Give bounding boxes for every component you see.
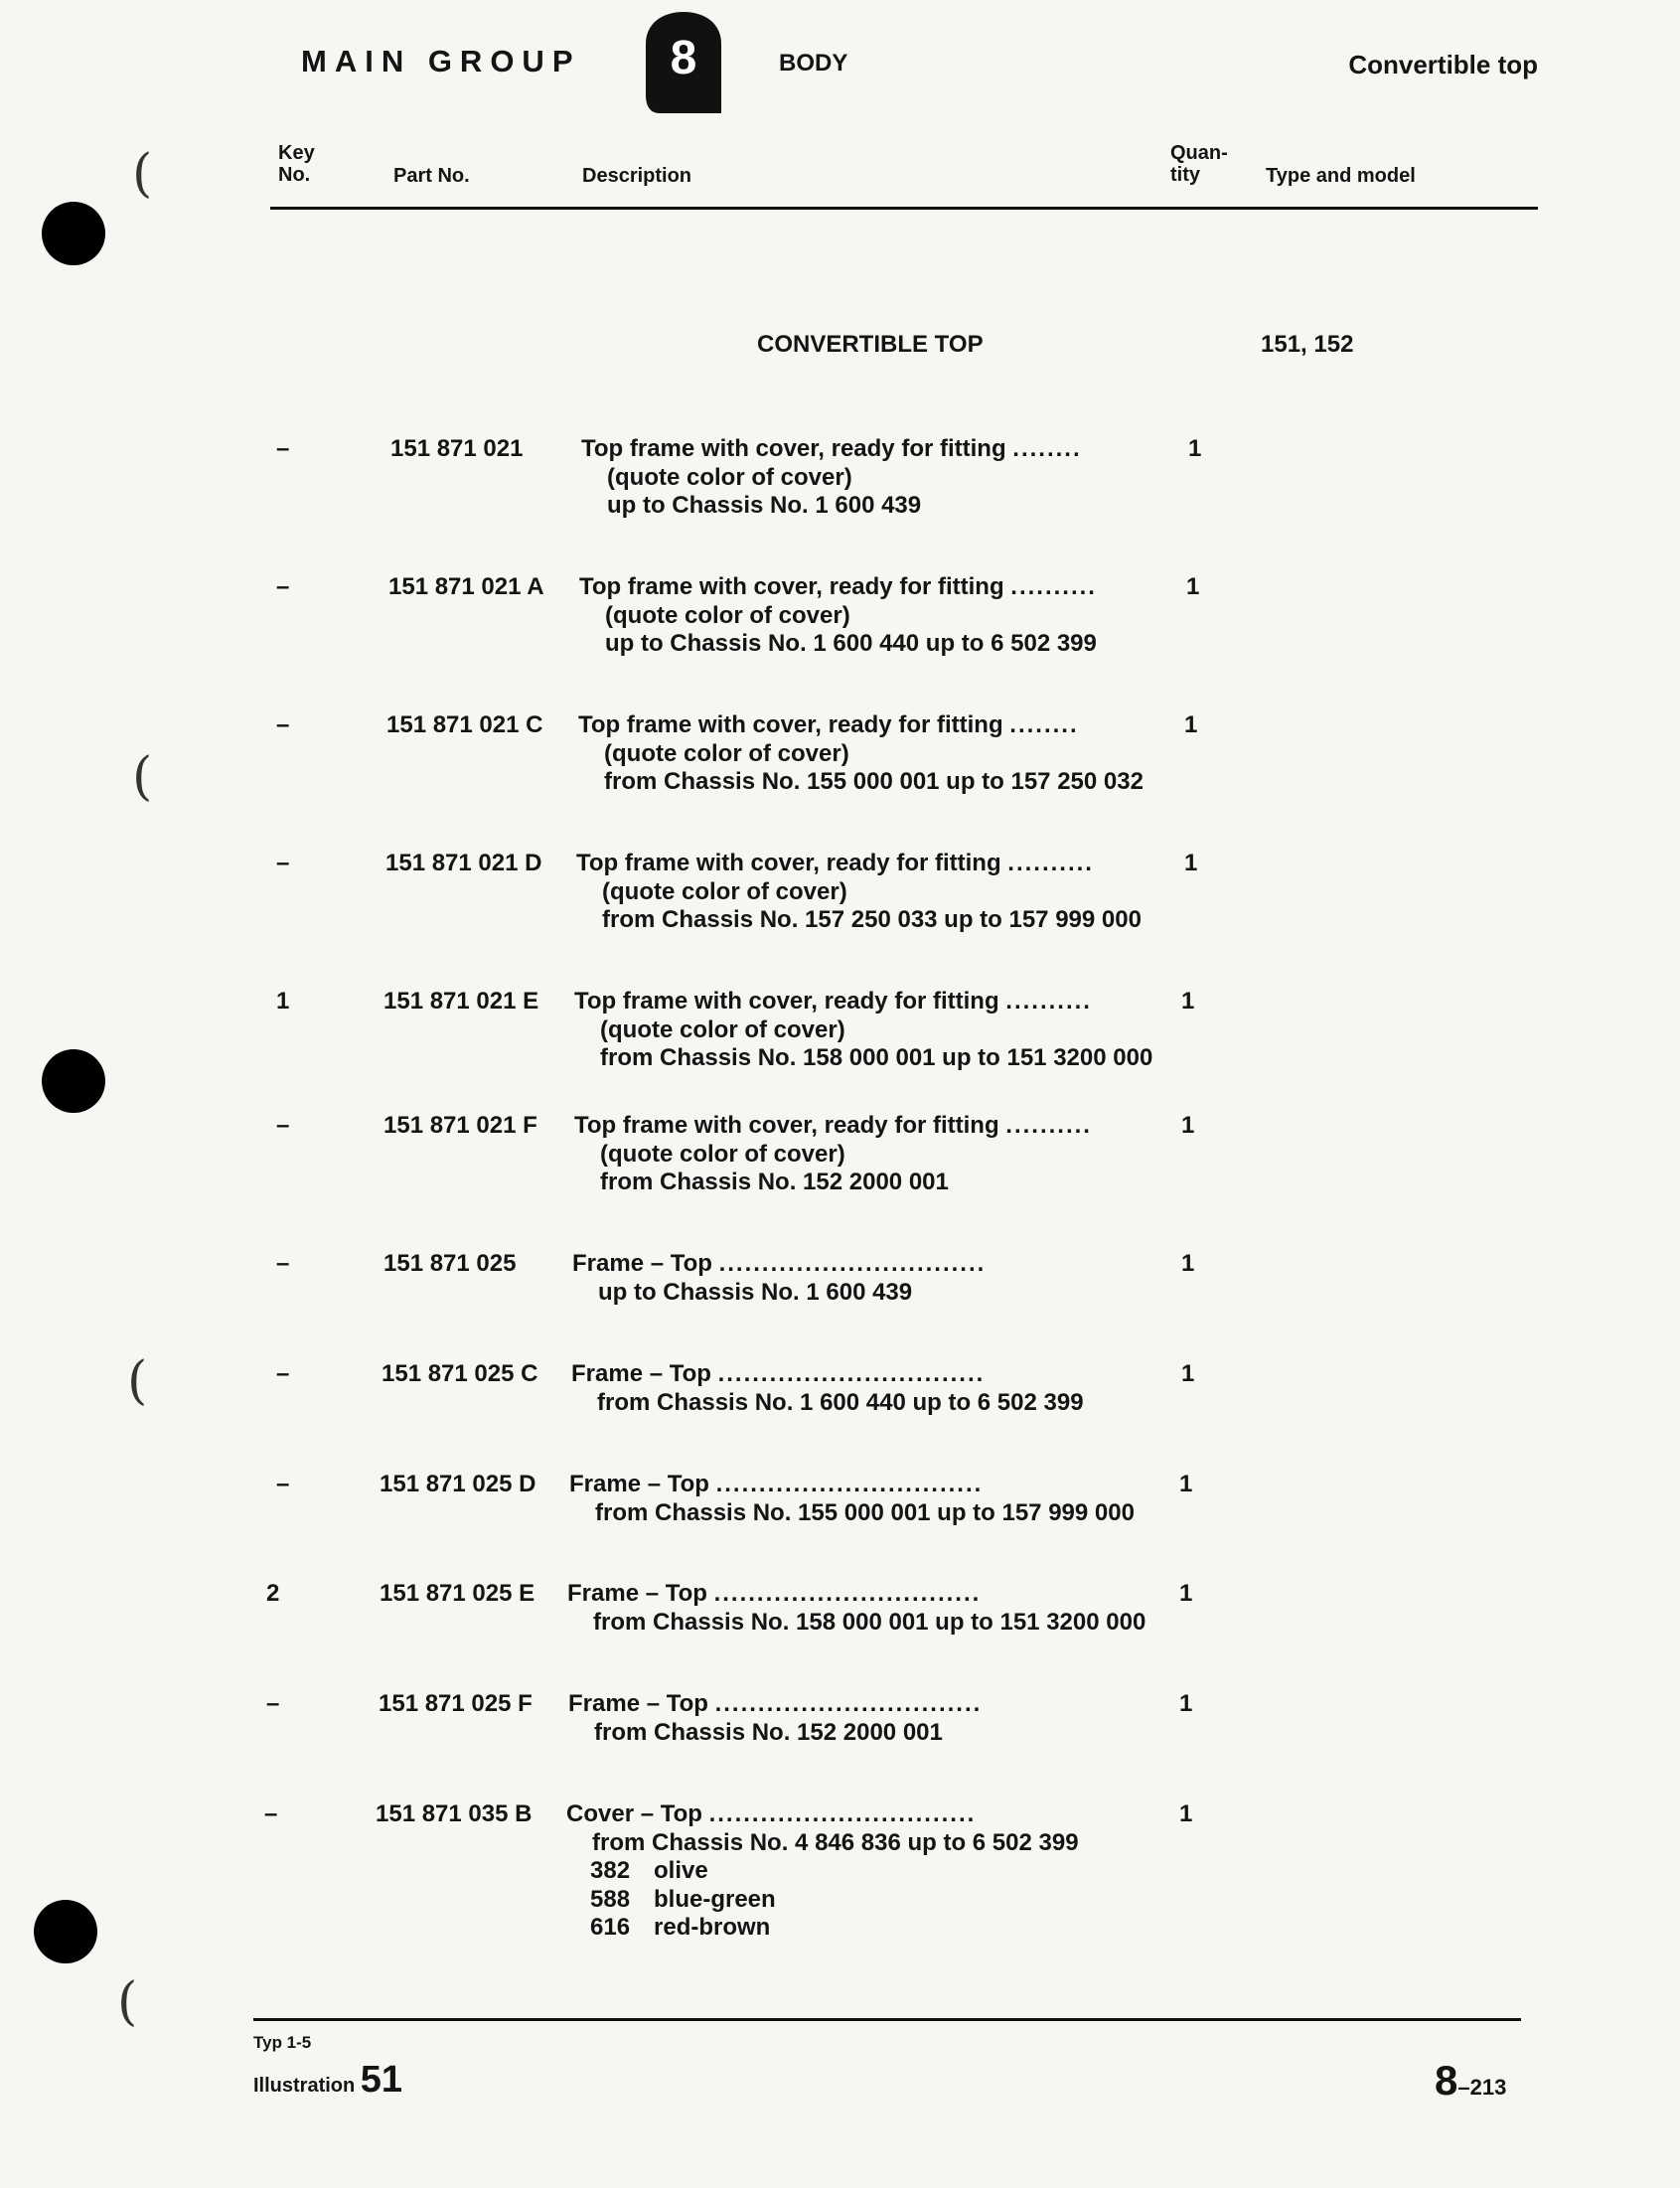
row-description: Top frame with cover, ready for fitting ........ (quote color of cover) up to Chassis No. 1 600 439	[581, 435, 1082, 519]
row-quantity: 1	[1181, 1112, 1195, 1139]
row-description: Top frame with cover, ready for fitting .......... (quote color of cover) from Chassis No. 152 2000 001	[574, 1112, 1092, 1195]
row-key: 2	[266, 1580, 280, 1607]
row-key: –	[264, 1800, 278, 1827]
row-description: Top frame with cover, ready for fitting .......... (quote color of cover) from Chassis No. 157 250 033 up to 157 999 000	[576, 850, 1142, 933]
row-part-no: 151 871 025 F	[379, 1690, 533, 1717]
row-key: –	[266, 1690, 280, 1717]
row-quantity: 1	[1184, 711, 1198, 738]
row-quantity: 1	[1179, 1800, 1193, 1827]
row-quantity: 1	[1181, 1250, 1195, 1277]
color-option: 588 blue-green	[590, 1885, 776, 1913]
row-quantity: 1	[1179, 1471, 1193, 1497]
header-divider	[270, 207, 1538, 210]
col-part-no: Part No.	[393, 165, 470, 187]
page-number: 8–213	[1435, 2057, 1507, 2104]
section-models: 151, 152	[1261, 331, 1354, 358]
row-part-no: 151 871 021 D	[385, 850, 542, 876]
row-part-no: 151 871 025 E	[380, 1580, 535, 1607]
row-quantity: 1	[1186, 573, 1200, 600]
col-type-model: Type and model	[1266, 165, 1416, 187]
col-key-no: Key No.	[278, 142, 315, 186]
margin-mark: (	[132, 747, 153, 807]
row-key: –	[276, 1360, 290, 1387]
row-quantity: 1	[1181, 1360, 1195, 1387]
binder-hole-2	[42, 1049, 105, 1113]
row-description: Top frame with cover, ready for fitting .......... (quote color of cover) up to Chassis No. 1 600 440 up to 6 502 399	[579, 573, 1097, 657]
row-key: –	[276, 1471, 290, 1497]
row-quantity: 1	[1181, 988, 1195, 1015]
row-description: Frame – Top ............................... from Chassis No. 152 2000 001	[568, 1690, 983, 1746]
row-key: –	[276, 573, 290, 600]
binder-hole-3	[34, 1900, 97, 1963]
row-key: –	[276, 435, 290, 462]
col-quantity: Quan- tity	[1170, 142, 1228, 186]
row-part-no: 151 871 021 A	[388, 573, 544, 600]
group-number-badge	[644, 10, 723, 115]
col-description: Description	[582, 165, 692, 187]
row-part-no: 151 871 021	[390, 435, 524, 462]
row-key: –	[276, 850, 290, 876]
illustration-reference: Illustration 51	[253, 2059, 403, 2101]
main-group-label: MAIN GROUP	[301, 44, 581, 78]
margin-mark: (	[132, 144, 153, 204]
row-key: –	[276, 1250, 290, 1277]
row-description: Top frame with cover, ready for fitting .......... (quote color of cover) from Chassis No. 158 000 001 up to 151 3200 000	[574, 988, 1153, 1071]
row-part-no: 151 871 025 C	[382, 1360, 538, 1387]
color-option: 616 red-brown	[590, 1914, 771, 1941]
row-key: –	[276, 1112, 290, 1139]
row-key: 1	[276, 988, 290, 1015]
footer-divider	[253, 2018, 1521, 2021]
section-title: CONVERTIBLE TOP	[757, 331, 984, 358]
binder-hole-1	[42, 202, 105, 265]
type-label: Typ 1-5	[253, 2033, 312, 2052]
section-name: Convertible top	[1348, 50, 1538, 79]
row-description: Frame – Top ............................... up to Chassis No. 1 600 439	[572, 1250, 987, 1306]
row-key: –	[276, 711, 290, 738]
row-part-no: 151 871 035 B	[376, 1800, 533, 1827]
margin-mark: (	[117, 1972, 138, 2032]
color-option: 382 olive	[590, 1857, 708, 1884]
group-name: BODY	[779, 50, 848, 77]
row-part-no: 151 871 025 D	[380, 1471, 536, 1497]
row-quantity: 1	[1179, 1580, 1193, 1607]
row-quantity: 1	[1179, 1690, 1193, 1717]
row-description: Frame – Top ............................... from Chassis No. 158 000 001 up to 151 3200 000	[567, 1580, 1146, 1636]
row-part-no: 151 871 021 E	[383, 988, 539, 1015]
margin-mark: (	[127, 1351, 148, 1411]
row-quantity: 1	[1184, 850, 1198, 876]
group-number: 8	[670, 32, 697, 84]
row-quantity: 1	[1188, 435, 1202, 462]
row-description: Top frame with cover, ready for fitting ........ (quote color of cover) from Chassis No. 155 000 001 up to 157 250 032	[578, 711, 1144, 795]
row-part-no: 151 871 021 F	[383, 1112, 537, 1139]
row-description: Frame – Top ............................... from Chassis No. 155 000 001 up to 157 999 000	[569, 1471, 1135, 1526]
row-description: Frame – Top ............................... from Chassis No. 1 600 440 up to 6 502 399	[571, 1360, 1084, 1416]
row-part-no: 151 871 021 C	[386, 711, 543, 738]
badge-shape-icon	[644, 10, 723, 115]
row-description: Cover – Top ............................... from Chassis No. 4 846 836 up to 6 502 399 382 olive 588 blue-green 616 red-brown	[566, 1800, 1079, 1941]
row-part-no: 151 871 025	[383, 1250, 517, 1277]
